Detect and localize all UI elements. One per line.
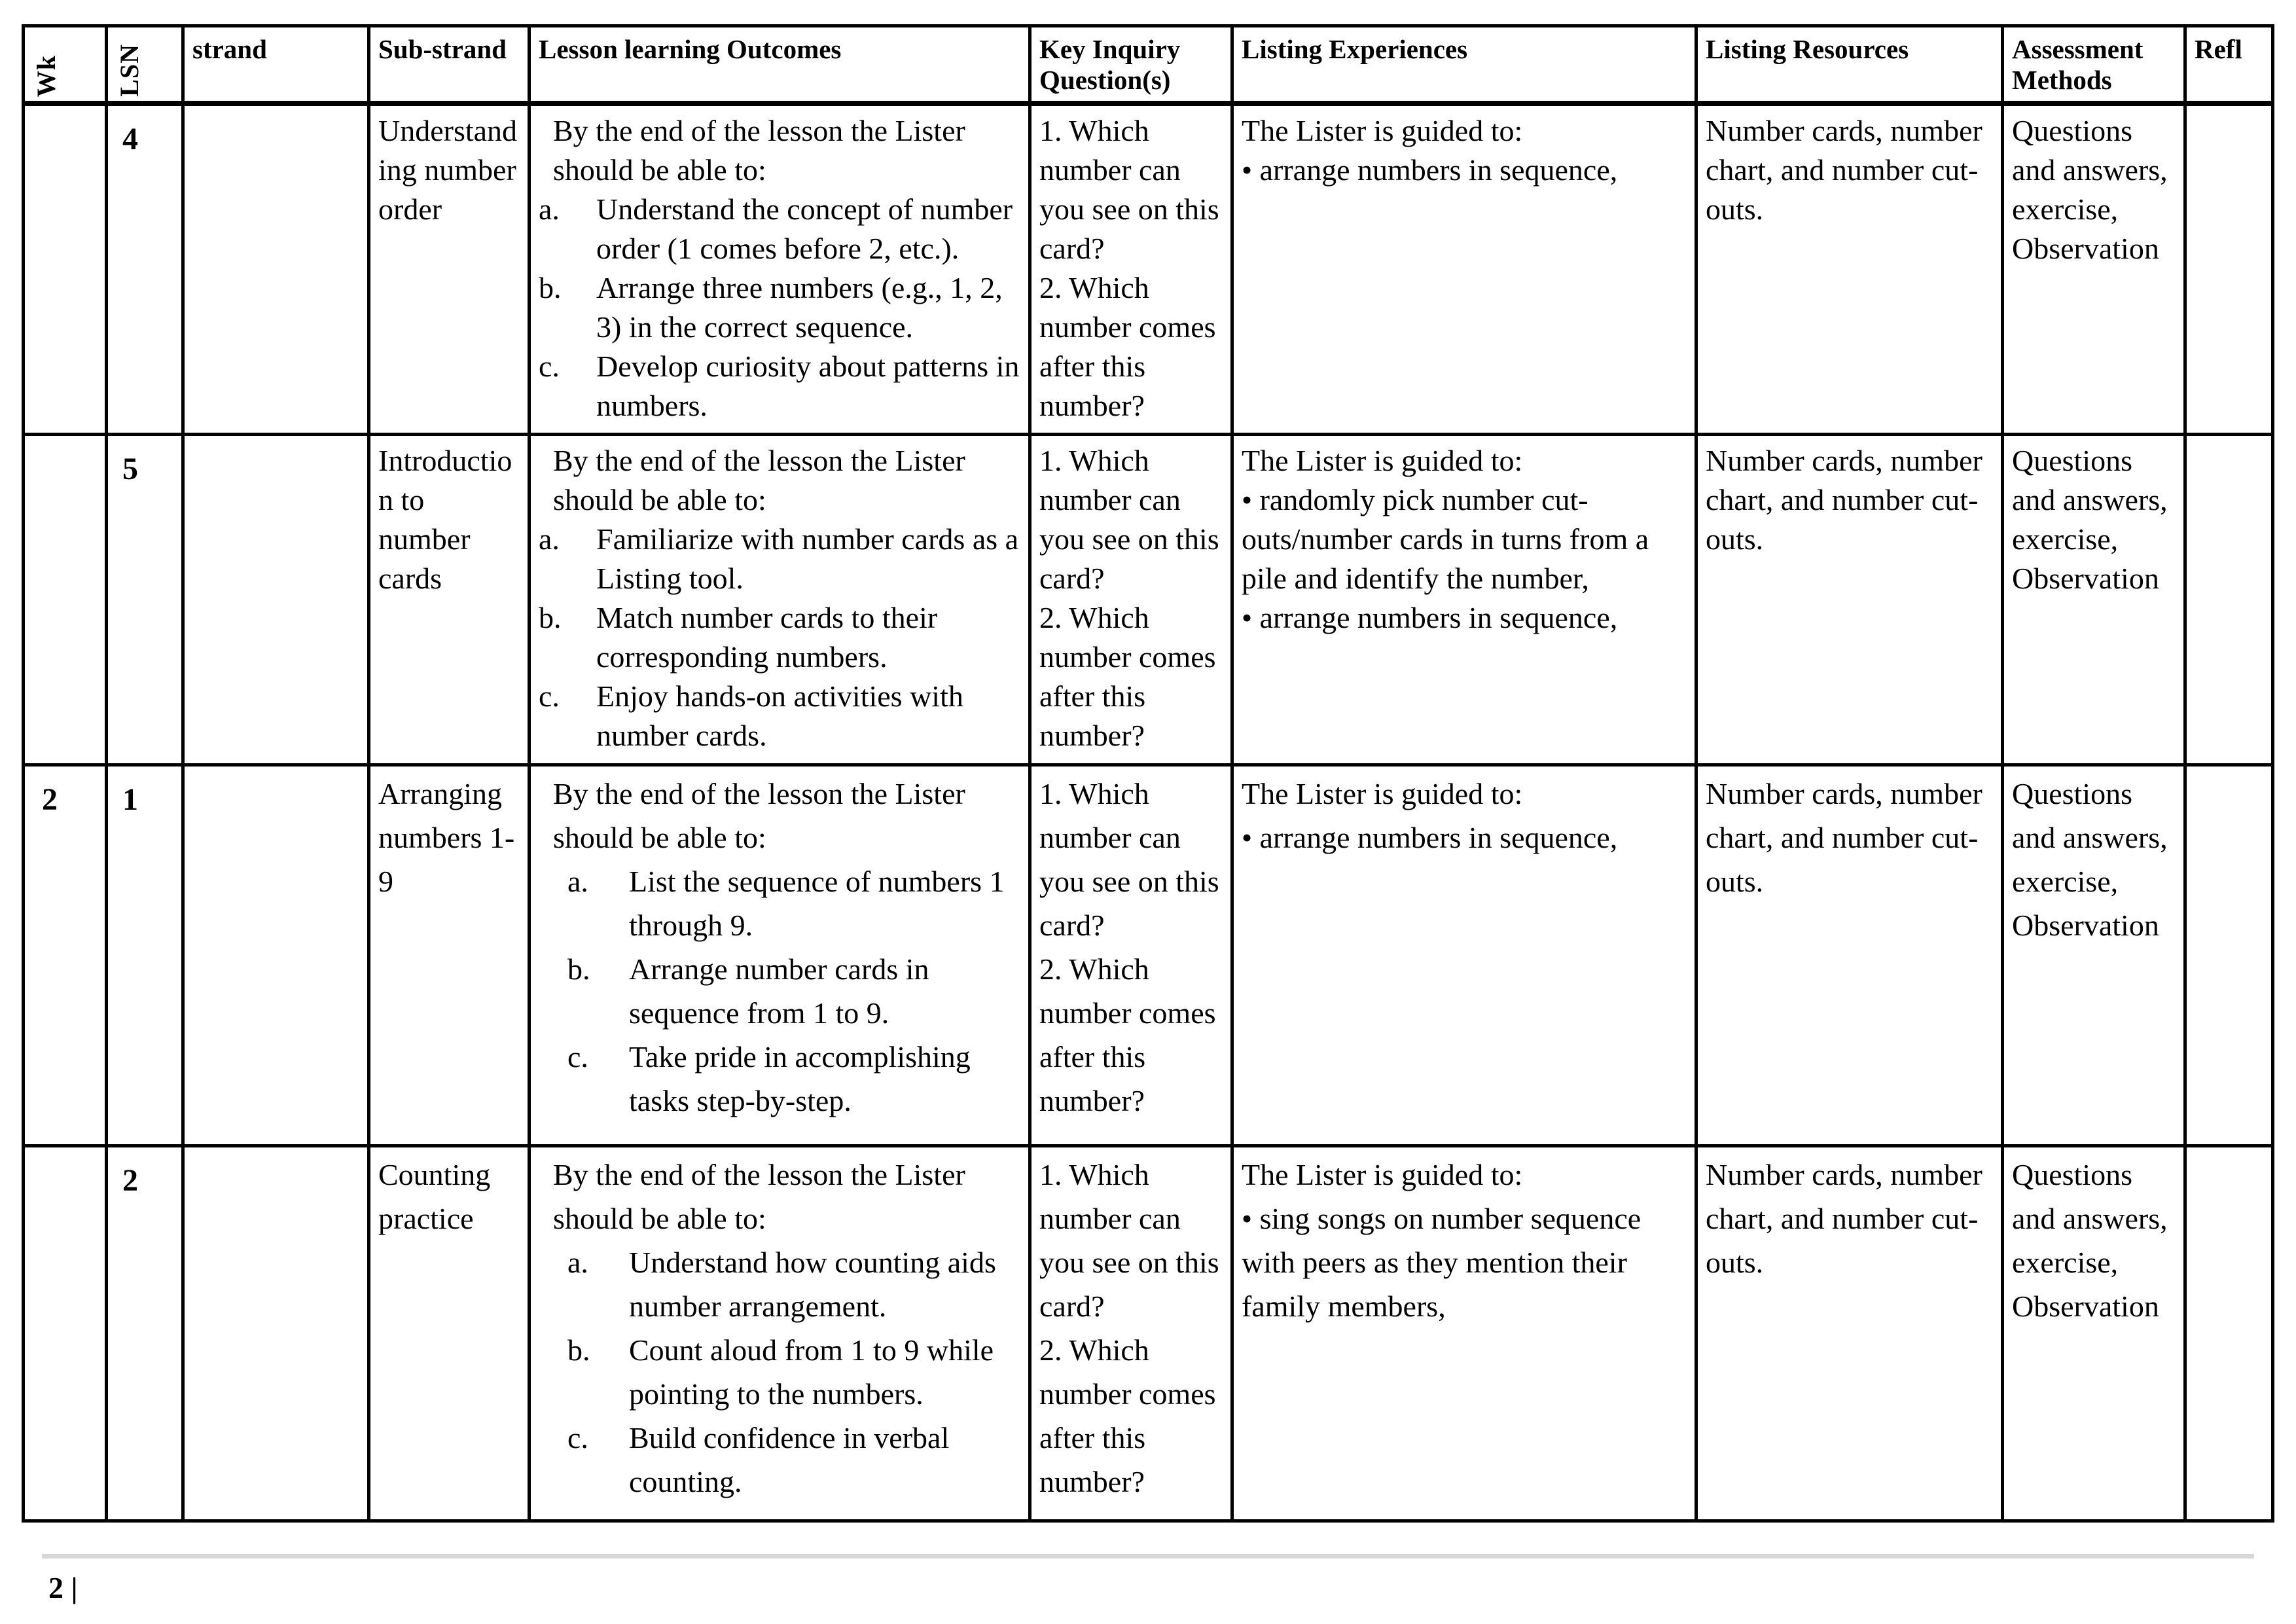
key-inquiry-question: 2. Which number comes after this number? — [1039, 600, 1216, 752]
strand-cell — [183, 765, 369, 1146]
experiences-cell — [1232, 103, 1696, 434]
experiences-cell — [1232, 765, 1696, 1146]
resources-text: Number cards, number chart, and number cut-outs. — [1706, 776, 1982, 898]
outcome-item — [539, 520, 1020, 598]
outcome-label: c. — [539, 679, 560, 713]
wk-value — [33, 441, 97, 450]
key-inquiry-question: 2. Which number comes after this number? — [1039, 952, 1216, 1117]
key-inquiry-question: 1. Which number can you see on this card? — [1039, 443, 1219, 595]
key-inquiry-cell — [1030, 103, 1232, 434]
resources-cell — [1696, 434, 2003, 765]
outcome-text: Count aloud from 1 to 9 while pointing to the numbers. — [629, 1333, 994, 1411]
header-row — [24, 26, 2273, 104]
lsn-header-label: LSN — [115, 44, 144, 98]
key-inquiry-question: 2. Which number comes after this number? — [1039, 1333, 1216, 1498]
outcome-label: a. — [567, 1245, 588, 1279]
outcome-text: Understand the concept of number order (1 comes before 2, etc.). — [596, 192, 1013, 266]
lsn-value: 2 — [122, 1163, 138, 1198]
key-inquiry-question: 1. Which number can you see on this card? — [1039, 114, 1219, 266]
outcome-label: c. — [567, 1039, 588, 1074]
col-header-outcomes: Lesson learning Outcomes — [529, 26, 1030, 104]
assessment-text: Questions and answers, exercise, Observation — [2012, 776, 2168, 942]
col-header-resources: Listing Resources — [1696, 26, 2003, 104]
outcomes-intro: By the end of the lesson the Lister should be able to: — [553, 776, 965, 854]
outcomes-intro: By the end of the lesson the Lister should be able to: — [553, 443, 965, 516]
resources-text: Number cards, number chart, and number cut-outs. — [1706, 1157, 1982, 1279]
outcome-item — [539, 598, 1020, 677]
resources-text: Number cards, number chart, and number cut-outs. — [1706, 114, 1982, 226]
outcome-text: Enjoy hands-on activities with number cards. — [596, 679, 963, 752]
key-inquiry-cell — [1030, 434, 1232, 765]
outcome-label: a. — [539, 522, 560, 556]
strand-cell — [183, 103, 369, 434]
outcome-item — [539, 1328, 1020, 1416]
refl-cell — [2185, 103, 2273, 434]
outcomes-intro: By the end of the lesson the Lister should be able to: — [553, 114, 965, 187]
footer-divider — [42, 1554, 2254, 1559]
sub-strand-cell: Understanding number order — [369, 103, 529, 434]
outcome-label: c. — [567, 1420, 588, 1454]
assessment-text: Questions and answers, exercise, Observation — [2012, 1157, 2168, 1323]
lsn-value: 1 — [122, 782, 138, 817]
col-header-refl: Refl — [2185, 26, 2273, 104]
outcome-item — [539, 677, 1020, 755]
page-number: 2 | — [48, 1571, 78, 1604]
col-header-lsn — [107, 26, 183, 104]
outcome-item — [539, 268, 1020, 347]
experiences-intro: The Lister is guided to: — [1242, 114, 1523, 148]
experience-item: • randomly pick number cut-outs/number cards in turns from a pile and identify the number, — [1242, 482, 1649, 595]
outcome-item — [539, 190, 1020, 268]
col-header-experiences: Listing Experiences — [1232, 26, 1696, 104]
outcome-item — [539, 1035, 1020, 1123]
wk-header-label: Wk — [31, 55, 61, 98]
wk-value — [33, 1153, 97, 1162]
experiences-cell — [1232, 434, 1696, 765]
outcome-text: List the sequence of numbers 1 through 9. — [629, 864, 1005, 942]
experiences-intro: The Lister is guided to: — [1242, 776, 1523, 810]
outcome-label: b. — [539, 271, 562, 305]
resources-cell — [1696, 1146, 2003, 1521]
lsn-value: 5 — [122, 451, 138, 486]
experiences-intro: The Lister is guided to: — [1242, 443, 1523, 477]
outcomes-intro: By the end of the lesson the Lister should be able to: — [553, 1157, 965, 1235]
resources-text: Number cards, number chart, and number cut-outs. — [1706, 443, 1982, 556]
outcome-item — [539, 1416, 1020, 1504]
table-row — [24, 1146, 2273, 1521]
refl-cell — [2185, 765, 2273, 1146]
outcome-label: a. — [539, 192, 560, 226]
assessment-cell — [2003, 765, 2185, 1146]
outcomes-cell — [529, 1146, 1030, 1521]
assessment-cell — [2003, 1146, 2185, 1521]
col-header-key-inquiry: Key Inquiry Question(s) — [1030, 26, 1232, 104]
table-row — [24, 434, 2273, 765]
strand-cell — [183, 1146, 369, 1521]
outcome-label: b. — [539, 600, 562, 634]
assessment-cell — [2003, 103, 2185, 434]
experiences-cell — [1232, 1146, 1696, 1521]
outcome-text: Understand how counting aids number arrangement. — [629, 1245, 996, 1323]
lsn-cell — [107, 1146, 183, 1521]
wk-value: 2 — [42, 782, 58, 817]
experiences-intro: The Lister is guided to: — [1242, 1157, 1523, 1191]
col-header-sub-strand: Sub-strand — [369, 26, 529, 104]
col-header-strand: strand — [183, 26, 369, 104]
sub-strand-cell: Arranging numbers 1-9 — [369, 765, 529, 1146]
key-inquiry-cell — [1030, 1146, 1232, 1521]
col-header-wk — [24, 26, 107, 104]
experience-item: • arrange numbers in sequence, — [1242, 820, 1618, 854]
refl-cell — [2185, 1146, 2273, 1521]
sub-strand-cell: Counting practice — [369, 1146, 529, 1521]
outcome-text: Build confidence in verbal counting. — [629, 1420, 950, 1498]
assessment-cell — [2003, 434, 2185, 765]
outcome-label: c. — [539, 350, 560, 384]
outcome-text: Arrange three numbers (e.g., 1, 2, 3) in the correct sequence. — [596, 271, 1003, 344]
assessment-text: Questions and answers, exercise, Observation — [2012, 443, 2168, 595]
outcome-text: Take pride in accomplishing tasks step-by-step. — [629, 1039, 971, 1117]
lsn-cell — [107, 103, 183, 434]
scheme-of-work-table — [22, 24, 2274, 1523]
key-inquiry-cell — [1030, 765, 1232, 1146]
outcome-text: Develop curiosity about patterns in numbers. — [596, 350, 1020, 423]
outcome-label: b. — [567, 1333, 590, 1367]
outcome-text: Familiarize with number cards as a Listing tool. — [596, 522, 1019, 595]
outcome-text: Match number cards to their corresponding numbers. — [596, 600, 938, 674]
outcomes-cell — [529, 434, 1030, 765]
resources-cell — [1696, 103, 2003, 434]
table-row — [24, 765, 2273, 1146]
outcome-item — [539, 947, 1020, 1035]
outcome-text: Arrange number cards in sequence from 1 to 9. — [629, 952, 929, 1030]
outcome-label: a. — [567, 864, 588, 898]
outcome-label: b. — [567, 952, 590, 986]
wk-cell — [24, 1146, 107, 1521]
lsn-cell — [107, 765, 183, 1146]
key-inquiry-question: 1. Which number can you see on this card? — [1039, 1157, 1219, 1323]
outcome-item — [539, 1240, 1020, 1328]
outcome-item — [539, 347, 1020, 425]
key-inquiry-question: 2. Which number comes after this number? — [1039, 271, 1216, 423]
experience-item: • sing songs on number sequence with peers as they mention their family members, — [1242, 1201, 1641, 1323]
wk-cell — [24, 103, 107, 434]
table-row — [24, 103, 2273, 434]
outcomes-cell — [529, 103, 1030, 434]
resources-cell — [1696, 765, 2003, 1146]
wk-cell — [24, 765, 107, 1146]
refl-cell — [2185, 434, 2273, 765]
wk-value — [33, 111, 97, 120]
strand-cell — [183, 434, 369, 765]
experience-item: • arrange numbers in sequence, — [1242, 153, 1618, 187]
lsn-cell — [107, 434, 183, 765]
experience-item: • arrange numbers in sequence, — [1242, 600, 1618, 634]
key-inquiry-question: 1. Which number can you see on this card? — [1039, 776, 1219, 942]
wk-cell — [24, 434, 107, 765]
lsn-value: 4 — [122, 122, 138, 157]
col-header-assessment: Assessment Methods — [2003, 26, 2185, 104]
outcome-item — [539, 859, 1020, 947]
outcomes-cell — [529, 765, 1030, 1146]
assessment-text: Questions and answers, exercise, Observation — [2012, 114, 2168, 266]
sub-strand-cell: Introduction to number cards — [369, 434, 529, 765]
